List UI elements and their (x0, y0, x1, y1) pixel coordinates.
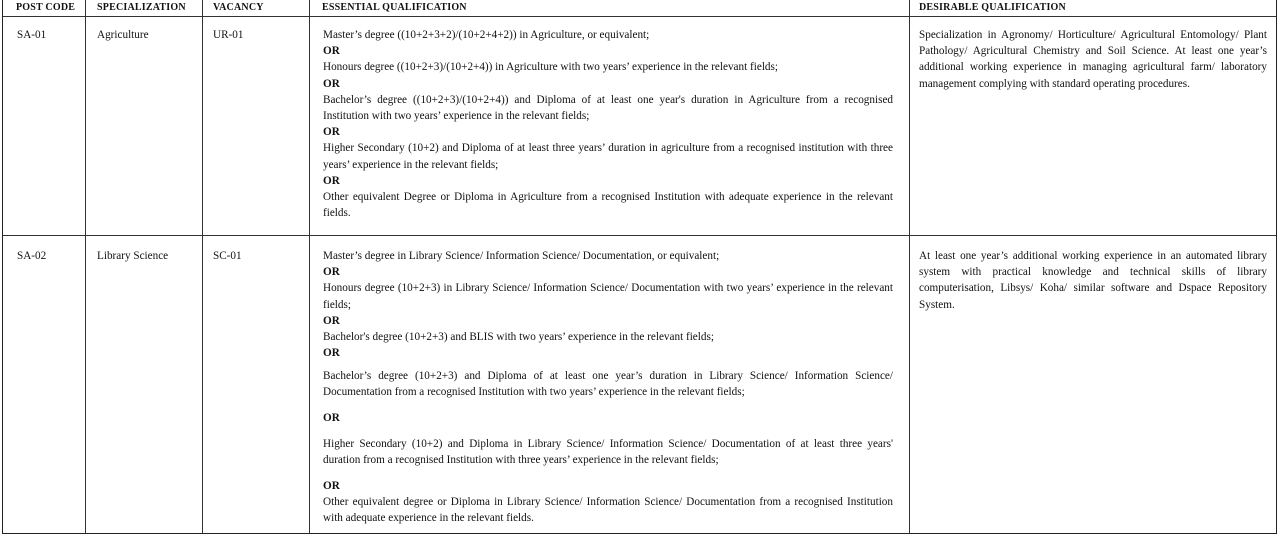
or-separator: OR (323, 411, 340, 424)
or-separator: OR (323, 347, 340, 360)
qualification-option: Higher Secondary (10+2) and Diploma of at least three years’ duration in agriculture from a recognised institution with three years’ experience in the relevant fields; (323, 142, 893, 171)
or-separator: OR (323, 479, 340, 492)
spacer (323, 468, 893, 477)
qualification-option: Honours degree (10+2+3) in Library Science/ Information Science/ Documentation with two years’ experience in the relevant fields; (323, 282, 893, 311)
desirable-qualification-sa-01: Specialization in Agronomy/ Horticulture/ Agricultural Entomology/ Plant Pathology/ Agricultural Chemistry and Soil Science. At least one year’s additional working experience in managing agricultural farm/ laboratory management complying with standard operating procedures. (919, 29, 1267, 90)
essential-qualification-sa-02 (323, 248, 893, 526)
column-divider (909, 0, 910, 533)
header-essential-qualification: ESSENTIAL QUALIFICATION (322, 2, 467, 13)
qualification-option: Honours degree ((10+2+3)/(10+2+4)) in Agriculture with two years’ experience in the relevant fields; (323, 61, 778, 74)
qualification-option: Bachelor’s degree (10+2+3) and Diploma of at least one year’s duration in Library Science/ Information Science/ Documentation from a recognised Institution with two years’ experience in the relevant fields; (323, 370, 893, 399)
qualification-option: Master’s degree in Library Science/ Information Science/ Documentation, or equivalent; (323, 250, 720, 262)
or-separator: OR (323, 77, 340, 90)
header-vacancy: VACANCY (213, 2, 264, 13)
row-divider (3, 235, 1276, 236)
header-specialization: SPECIALIZATION (97, 2, 186, 13)
or-separator: OR (323, 266, 340, 279)
qualification-option: Other equivalent Degree or Diploma in Agriculture from a recognised Institution with adequate experience in the relevant fields. (323, 191, 893, 220)
spacer (323, 361, 893, 368)
or-separator: OR (323, 174, 340, 187)
specialization-agriculture: Agriculture (97, 29, 149, 41)
spacer (323, 400, 893, 409)
qualification-table (2, 0, 1277, 534)
header-desirable-qualification: DESIRABLE QUALIFICATION (919, 2, 1066, 13)
qualification-option: Master’s degree ((10+2+3+2)/(10+2+4+2)) in Agriculture, or equivalent; (323, 29, 650, 41)
or-separator: OR (323, 45, 340, 58)
vacancy-sc-01: SC-01 (213, 250, 242, 262)
qualification-option: Higher Secondary (10+2) and Diploma in Library Science/ Information Science/ Documentation of at least three years' duration from a recognised Institution with three years’ experience in the relevant fields; (323, 438, 893, 467)
desirable-qualification-sa-02: At least one year’s additional working experience in an automated library system with practical knowledge and technical skills of library computerisation, Libsys/ Koha/ similar software and Dspace Repository System. (919, 250, 1267, 311)
qualification-option: Bachelor’s degree ((10+2+3)/(10+2+4)) and Diploma of at least one year's duration in Agriculture from a recognised Institution with two years’ experience in the relevant fields; (323, 93, 893, 123)
essential-qualification-sa-01 (323, 27, 893, 221)
or-separator: OR (323, 314, 340, 327)
qualification-option: Other equivalent degree or Diploma in Library Science/ Information Science/ Documentation from a recognised Institution with adequate experience in the relevant fields. (323, 496, 893, 525)
column-divider (85, 0, 86, 533)
post-code-sa-01: SA-01 (17, 29, 47, 41)
header-divider (3, 16, 1276, 17)
header-post-code: POST CODE (16, 2, 76, 13)
post-code-sa-02: SA-02 (17, 250, 47, 262)
qualification-option: Bachelor's degree (10+2+3) and BLIS with two years’ experience in the relevant fields; (323, 331, 714, 344)
specialization-library-science: Library Science (97, 250, 169, 262)
spacer (323, 426, 893, 436)
or-separator: OR (323, 126, 340, 139)
vacancy-ur-01: UR-01 (213, 29, 244, 41)
column-divider (309, 0, 310, 533)
column-divider (202, 0, 203, 533)
